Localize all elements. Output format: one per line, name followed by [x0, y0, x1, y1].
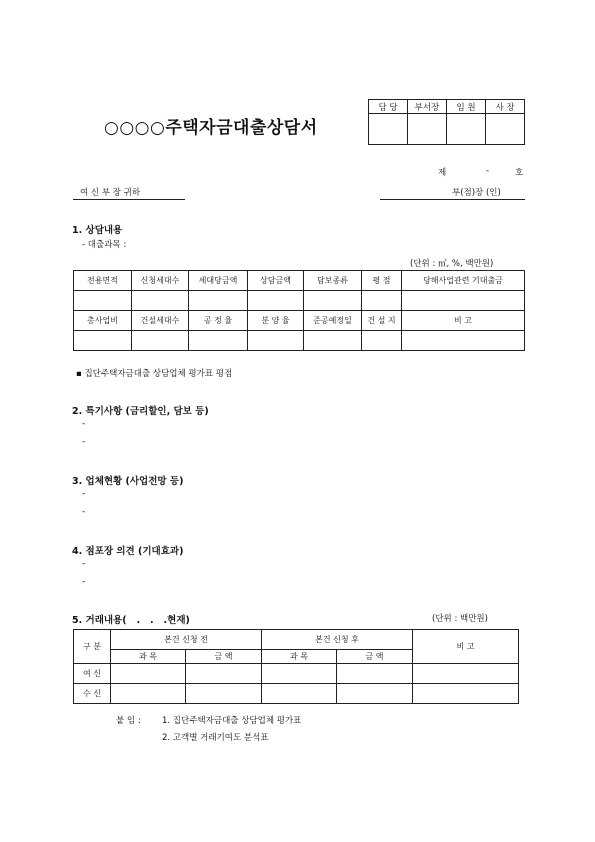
approval-sign-staff[interactable] [369, 114, 408, 145]
th-amount-per-household: 세대당금액 [189, 271, 248, 291]
cell-built-households[interactable] [132, 331, 189, 351]
section5-unit: (단위 : 백만원) [432, 614, 488, 624]
cell-applied-households[interactable] [132, 291, 189, 311]
approval-header-staff: 담 당 [369, 100, 408, 114]
th-applied-households: 신청세대수 [132, 271, 189, 291]
section4-heading: 4. 점포장 의견 (기대효과) [72, 546, 184, 557]
cell-remarks[interactable] [402, 331, 525, 351]
attachments-label: 붙 임 : [116, 716, 141, 726]
cell-sales-rate[interactable] [248, 331, 304, 351]
th-exclusive-area: 전용면적 [74, 271, 132, 291]
section1-note: ▪ 집단주택자금대출 상담업체 평가표 평점 [76, 369, 233, 379]
th-completion-date: 준공예정일 [304, 311, 362, 331]
document-title: ○○○○주택자금대출상담서 [104, 118, 318, 138]
sender-signature: 부(점)장 (인) [452, 188, 501, 198]
approval-box [368, 99, 525, 145]
cell-loans-after-subject[interactable] [262, 664, 337, 684]
approval-sign-president[interactable] [486, 114, 525, 145]
row-label-loans: 여 신 [74, 664, 111, 684]
section3-dash-1: - [82, 489, 86, 499]
section2-dash-2: - [82, 437, 86, 447]
section4-dash-2: - [82, 577, 86, 587]
th-before-amount: 금 액 [186, 650, 262, 664]
loan-subject-label: - 대출과목 : [82, 240, 127, 250]
cell-score[interactable] [362, 291, 402, 311]
th-remarks-5: 비 고 [413, 630, 519, 664]
th-consult-amount: 상담금액 [248, 271, 304, 291]
cell-loans-before-subject[interactable] [111, 664, 186, 684]
th-after-application: 본건 신청 후 [262, 630, 413, 650]
cell-loans-after-amount[interactable] [337, 664, 413, 684]
th-before-subject: 과 목 [111, 650, 186, 664]
cell-collateral-type[interactable] [304, 291, 362, 311]
cell-deposits-after-amount[interactable] [337, 684, 413, 704]
attachment-item-2: 2. 고객별 거래기여도 분석표 [162, 733, 269, 743]
th-score: 평 점 [362, 271, 402, 291]
section1-heading: 1. 상담내용 [72, 225, 123, 236]
cell-consult-amount[interactable] [248, 291, 304, 311]
th-before-application: 본건 신청 전 [111, 630, 262, 650]
cell-construction-site[interactable] [362, 331, 402, 351]
approval-sign-dept-head[interactable] [408, 114, 447, 145]
th-sales-rate: 분 양 율 [248, 311, 304, 331]
cell-loans-before-amount[interactable] [186, 664, 262, 684]
th-construction-progress: 공 정 율 [189, 311, 248, 331]
row-label-deposits: 수 신 [74, 684, 111, 704]
section5-heading: 5. 거래내용( . . .현재) [72, 615, 190, 626]
doc-no-dash: - [486, 166, 490, 176]
transaction-table [73, 629, 519, 704]
th-gubun: 구 분 [74, 630, 111, 664]
th-construction-site: 건 설 지 [362, 311, 402, 331]
section4-dash-1: - [82, 559, 86, 569]
cell-deposits-before-amount[interactable] [186, 684, 262, 704]
th-existing-loans: 당해사업관련 기대출금 [402, 271, 525, 291]
th-collateral-type: 담보종류 [304, 271, 362, 291]
sender-underline [380, 199, 525, 200]
addressee-underline [73, 199, 185, 200]
approval-header-executive: 임 원 [447, 100, 486, 114]
approval-header-dept-head: 부서장 [408, 100, 447, 114]
section3-heading: 3. 업체현황 (사업전망 등) [72, 476, 184, 487]
section2-dash-1: - [82, 419, 86, 429]
cell-total-project-cost[interactable] [74, 331, 132, 351]
cell-deposits-remarks[interactable] [413, 684, 519, 704]
section2-heading: 2. 특기사항 (금리할인, 담보 등) [72, 406, 209, 417]
cell-existing-loans[interactable] [402, 291, 525, 311]
cell-exclusive-area[interactable] [74, 291, 132, 311]
cell-amount-per-household[interactable] [189, 291, 248, 311]
th-after-amount: 금 액 [337, 650, 413, 664]
doc-no-ho: 호 [515, 168, 524, 178]
th-remarks: 비 고 [402, 311, 525, 331]
approval-header-president: 사 장 [486, 100, 525, 114]
section1-unit: (단위 : ㎡, %, 백만원) [410, 259, 494, 269]
attachment-item-1: 1. 집단주택자금대출 상담업체 평가표 [162, 716, 302, 726]
th-total-project-cost: 총사업비 [74, 311, 132, 331]
cell-deposits-after-subject[interactable] [262, 684, 337, 704]
th-after-subject: 과 목 [262, 650, 337, 664]
cell-construction-progress[interactable] [189, 331, 248, 351]
section1-note-text: 집단주택자금대출 상담업체 평가표 평점 [84, 369, 233, 379]
cell-loans-remarks[interactable] [413, 664, 519, 684]
consult-table [73, 270, 525, 351]
doc-no-je: 제 [438, 168, 447, 178]
approval-sign-executive[interactable] [447, 114, 486, 145]
section3-dash-2: - [82, 507, 86, 517]
addressee: 여 신 부 장 귀하 [80, 188, 141, 198]
th-built-households: 건설세대수 [132, 311, 189, 331]
cell-deposits-before-subject[interactable] [111, 684, 186, 704]
cell-completion-date[interactable] [304, 331, 362, 351]
